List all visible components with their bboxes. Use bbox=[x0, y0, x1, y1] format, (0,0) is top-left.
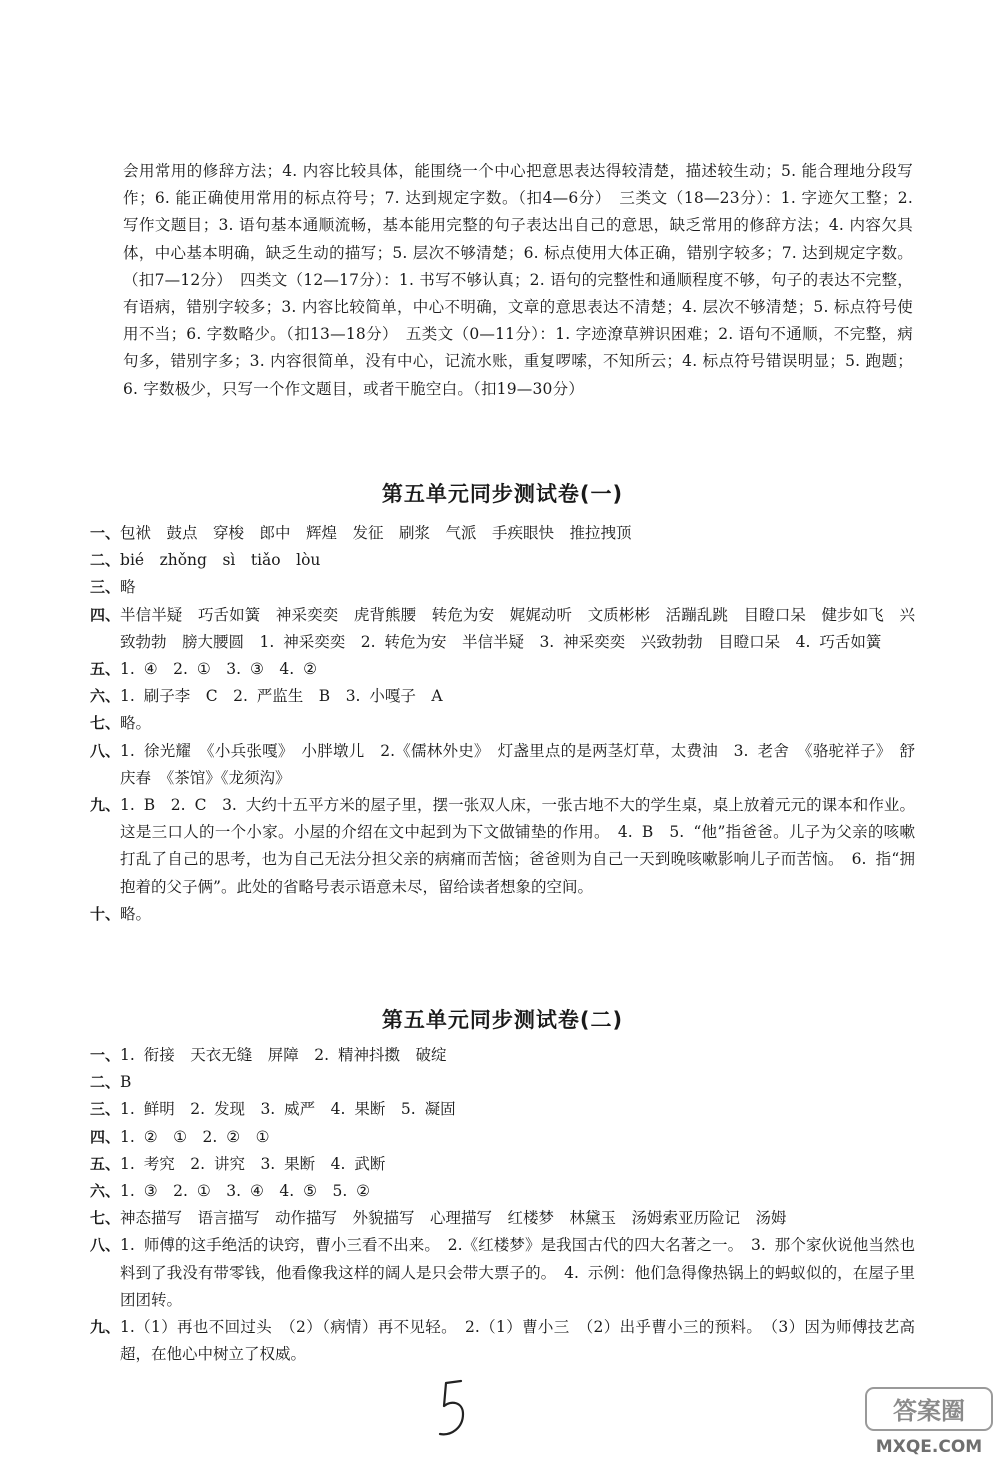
section-title: 第五单元同步测试卷(一) bbox=[381, 482, 624, 506]
test-section-2 bbox=[90, 1000, 915, 1368]
answer-item bbox=[90, 547, 915, 574]
answer-item bbox=[90, 1069, 915, 1096]
item-number: 四、 bbox=[90, 1127, 121, 1146]
item-answer: 包袱 鼓点 穿梭 郎中 辉煌 发征 刷浆 气派 手疾眼快 推拉拽顶 bbox=[120, 524, 632, 542]
answer-item bbox=[90, 1205, 915, 1232]
item-answer: 1. 刷子李 C 2. 严监生 B 3. 小嘎子 A bbox=[120, 687, 443, 706]
item-answer: 1. B 2. C 3. 大约十五平方米的屋子里，摆一张双人床，一张古地不大的学生桌，桌上放着元元的课本和作业。这是三口人的一个小家。小屋的介绍在文中起到为下文做铺垫的作用。 4. B 5. “他”指爸爸。儿子为父亲的咳嗽打乱了自己的思考，也为自己无法分担父亲的病痛而苦恼；爸爸则为自己一天到晚咳嗽影响儿子而苦恼。 6. 指“拥抱着的父子俩”。此处的省略号表示语意未尽，留给读者想象的空间。 bbox=[120, 796, 915, 896]
watermark-logo-text: 答案圈 bbox=[893, 1397, 965, 1425]
item-number: 三、 bbox=[90, 1100, 121, 1119]
answer-item bbox=[90, 710, 915, 737]
watermark-url: MXQE.COM bbox=[875, 1437, 983, 1457]
answer-item bbox=[90, 656, 915, 683]
item-answer: 1. ③ 2. ① 3. ④ 4. ⑤ 5. ② bbox=[120, 1182, 371, 1201]
item-number: 七、 bbox=[90, 714, 121, 733]
section-title: 第五单元同步测试卷(二) bbox=[381, 1008, 624, 1032]
item-number: 二、 bbox=[90, 551, 121, 570]
item-number: 一、 bbox=[90, 1046, 121, 1064]
item-number: 十、 bbox=[90, 904, 121, 923]
item-number: 二、 bbox=[90, 1073, 121, 1092]
answer-item bbox=[90, 1232, 915, 1314]
item-number: 四、 bbox=[90, 605, 121, 624]
item-answer: 1. ④ 2. ① 3. ③ 4. ② bbox=[120, 660, 317, 679]
answer-item bbox=[90, 683, 915, 710]
item-number: 五、 bbox=[90, 660, 121, 679]
item-number: 五、 bbox=[90, 1154, 121, 1173]
handwritten-page-number bbox=[437, 1378, 469, 1440]
answer-item bbox=[90, 1178, 915, 1205]
watermark-logo bbox=[858, 1382, 1000, 1459]
item-number: 一、 bbox=[90, 524, 121, 542]
answer-list bbox=[90, 1042, 915, 1368]
answer-item bbox=[90, 738, 915, 792]
answer-item bbox=[90, 792, 915, 901]
item-answer: B bbox=[120, 1073, 132, 1092]
item-answer: 1. 徐光耀 《小兵张嘎》 小胖墩儿 2.《儒林外史》 灯盏里点的是两茎灯草，太费油 3. 老舍 《骆驼祥子》 舒庆春 《茶馆》《龙须沟》 bbox=[120, 741, 915, 787]
item-answer: 1. 衔接 天衣无缝 屏障 2. 精神抖擞 破绽 bbox=[120, 1046, 447, 1064]
item-number: 八、 bbox=[90, 1236, 121, 1255]
answer-item bbox=[90, 1124, 915, 1151]
answer-list bbox=[90, 520, 915, 928]
item-number: 九、 bbox=[90, 796, 121, 815]
answer-item bbox=[90, 1314, 915, 1368]
item-answer: 1. ② ① 2. ② ① bbox=[120, 1127, 270, 1146]
item-number: 九、 bbox=[90, 1318, 121, 1337]
item-answer: 1.（1）再也不回过头 （2）（病情）再不见轻。 2.（1）曹小三 （2）出乎曹小三的预料。 （3）因为师傅技艺高超，在他心中树立了权威。 bbox=[120, 1318, 915, 1364]
answer-item bbox=[90, 1096, 915, 1123]
answer-item bbox=[90, 602, 915, 656]
answer-item bbox=[90, 574, 915, 601]
test-section-1 bbox=[90, 474, 915, 928]
item-answer: 略。 bbox=[120, 904, 152, 923]
answer-item bbox=[90, 901, 915, 928]
item-number: 七、 bbox=[90, 1209, 121, 1228]
grading-criteria-paragraph bbox=[123, 158, 913, 403]
item-answer: 神态描写 语言描写 动作描写 外貌描写 心理描写 红楼梦 林黛玉 汤姆索亚历险记 汤姆 bbox=[120, 1209, 787, 1228]
item-answer: 略 bbox=[120, 578, 136, 597]
item-number: 六、 bbox=[90, 1182, 121, 1201]
answer-item bbox=[90, 1151, 915, 1178]
watermark-badge-icon bbox=[858, 1382, 1000, 1459]
grading-criteria-text: 会用常用的修辞方法；4. 内容比较具体，能围绕一个中心把意思表达得较清楚，描述较生动；5. 能合理地分段写作；6. 能正确使用常用的标点符号；7. 达到规定字数。（扣4—6分） 三类文（18—23分）：1. 字迹欠工整；2. 写作文题目；3. 语句基本通顺流畅，基本能用完整的句子表达出自己的意思，缺乏常用的修辞方法；4. 内容欠具体，中心基本明确，缺乏生动的描写；5. 层次不够清楚；6. 标点使用大体正确，错别字较多；7. 达到规定字数。（扣7—12分） 四类文（12—17分）：1. 书写不够认真；2. 语句的完整性和通顺程度不够，句子的表达不完整，有语病，错别字较多；3. 内容比较简单，中心不明确，文章的意思表达不清楚；4. 层次不够清楚；5. 标点符号使用不当；6. 字数略少。（扣13—18分） 五类文（0—11分）：1. 字迹潦草辨识困难；2. 语句不通顺，不完整，病句多，错别字多；3. 内容很简单，没有中心，记流水账，重复啰嗦，不知所云；4. 标点符号错误明显；5. 跑题；6. 字数极少，只写一个作文题目，或者干脆空白。（扣19—30分） bbox=[123, 162, 913, 398]
answer-item bbox=[90, 1042, 915, 1069]
item-number: 三、 bbox=[90, 578, 121, 597]
item-answer: 1. 鲜明 2. 发现 3. 威严 4. 果断 5. 凝固 bbox=[120, 1100, 456, 1119]
answer-item bbox=[90, 520, 915, 547]
item-answer: 略。 bbox=[120, 714, 152, 733]
item-answer: bié zhǒng sì tiǎo lòu bbox=[120, 551, 321, 570]
item-answer: 1. 师傅的这手绝活的诀窍，曹小三看不出来。 2.《红楼梦》是我国古代的四大名著之一。 3. 那个家伙说他当然也料到了我没有带零钱，他看像我这样的阔人是只会带大票子的。 4. 示例：他们急得像热锅上的蚂蚁似的，在屋子里团团转。 bbox=[120, 1236, 915, 1309]
item-answer: 半信半疑 巧舌如簧 神采奕奕 虎背熊腰 转危为安 娓娓动听 文质彬彬 活蹦乱跳 目瞪口呆 健步如飞 兴致勃勃 膀大腰圆 1. 神采奕奕 2. 转危为安 半信半疑 3. 神采奕奕 兴致勃勃 目瞪口呆 4. 巧舌如簧 bbox=[120, 605, 915, 651]
item-number: 八、 bbox=[90, 741, 121, 760]
item-answer: 1. 考究 2. 讲究 3. 果断 4. 武断 bbox=[120, 1154, 386, 1173]
item-number: 六、 bbox=[90, 687, 121, 706]
